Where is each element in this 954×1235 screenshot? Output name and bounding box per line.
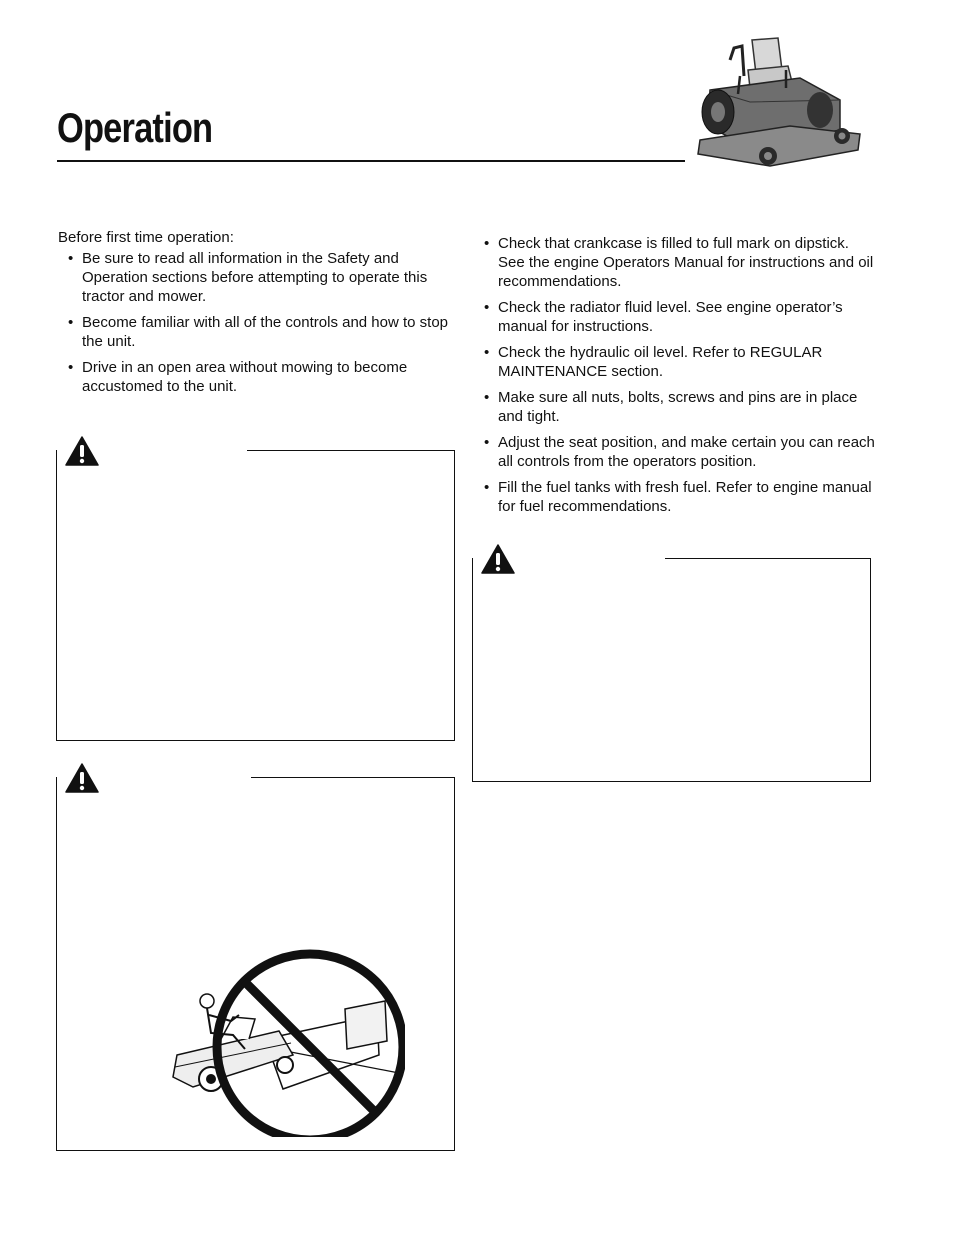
list-item: • Make sure all nuts, bolts, screws and pins are in place and tight.	[484, 388, 879, 426]
title-rule	[57, 160, 685, 162]
page-title: Operation	[57, 104, 213, 151]
warning-triangle-icon	[481, 544, 515, 574]
warning-triangle-icon	[65, 763, 99, 793]
warning-box	[472, 558, 871, 782]
list-item: • Check the radiator fluid level. See engine operator’s manual for instructions.	[484, 298, 879, 336]
right-column	[484, 234, 879, 523]
warning-box	[56, 777, 455, 1151]
warning-triangle-icon	[65, 436, 99, 466]
list-item: • Drive in an open area without mowing to become accustomed to the unit.	[68, 358, 453, 396]
warning-box	[56, 450, 455, 741]
left-column	[58, 228, 453, 403]
zero-turn-mower-illustration	[690, 30, 865, 175]
list-item: • Adjust the seat position, and make certain you can reach all controls from the operators position.	[484, 433, 879, 471]
warning-box-top-rule	[251, 777, 455, 778]
list-item: • Check the hydraulic oil level. Refer to REGULAR MAINTENANCE section.	[484, 343, 879, 381]
left-bullet-list	[68, 249, 453, 396]
list-item: • Be sure to read all information in the Safety and Operation sections before attempting to operate this tractor and mower.	[68, 249, 453, 306]
no-riding-up-ramp-icon	[115, 937, 405, 1137]
list-item: • Fill the fuel tanks with fresh fuel. Refer to engine manual for fuel recommendations.	[484, 478, 879, 516]
list-item: • Become familiar with all of the controls and how to stop the unit.	[68, 313, 453, 351]
warning-box-top-rule	[247, 450, 455, 451]
warning-box-top-rule	[665, 558, 871, 559]
right-bullet-list	[484, 234, 879, 516]
list-item: • Check that crankcase is filled to full mark on dipstick. See the engine Operators Manual for instructions and oil recommendations.	[484, 234, 879, 291]
intro-text: Before first time operation:	[58, 229, 234, 246]
